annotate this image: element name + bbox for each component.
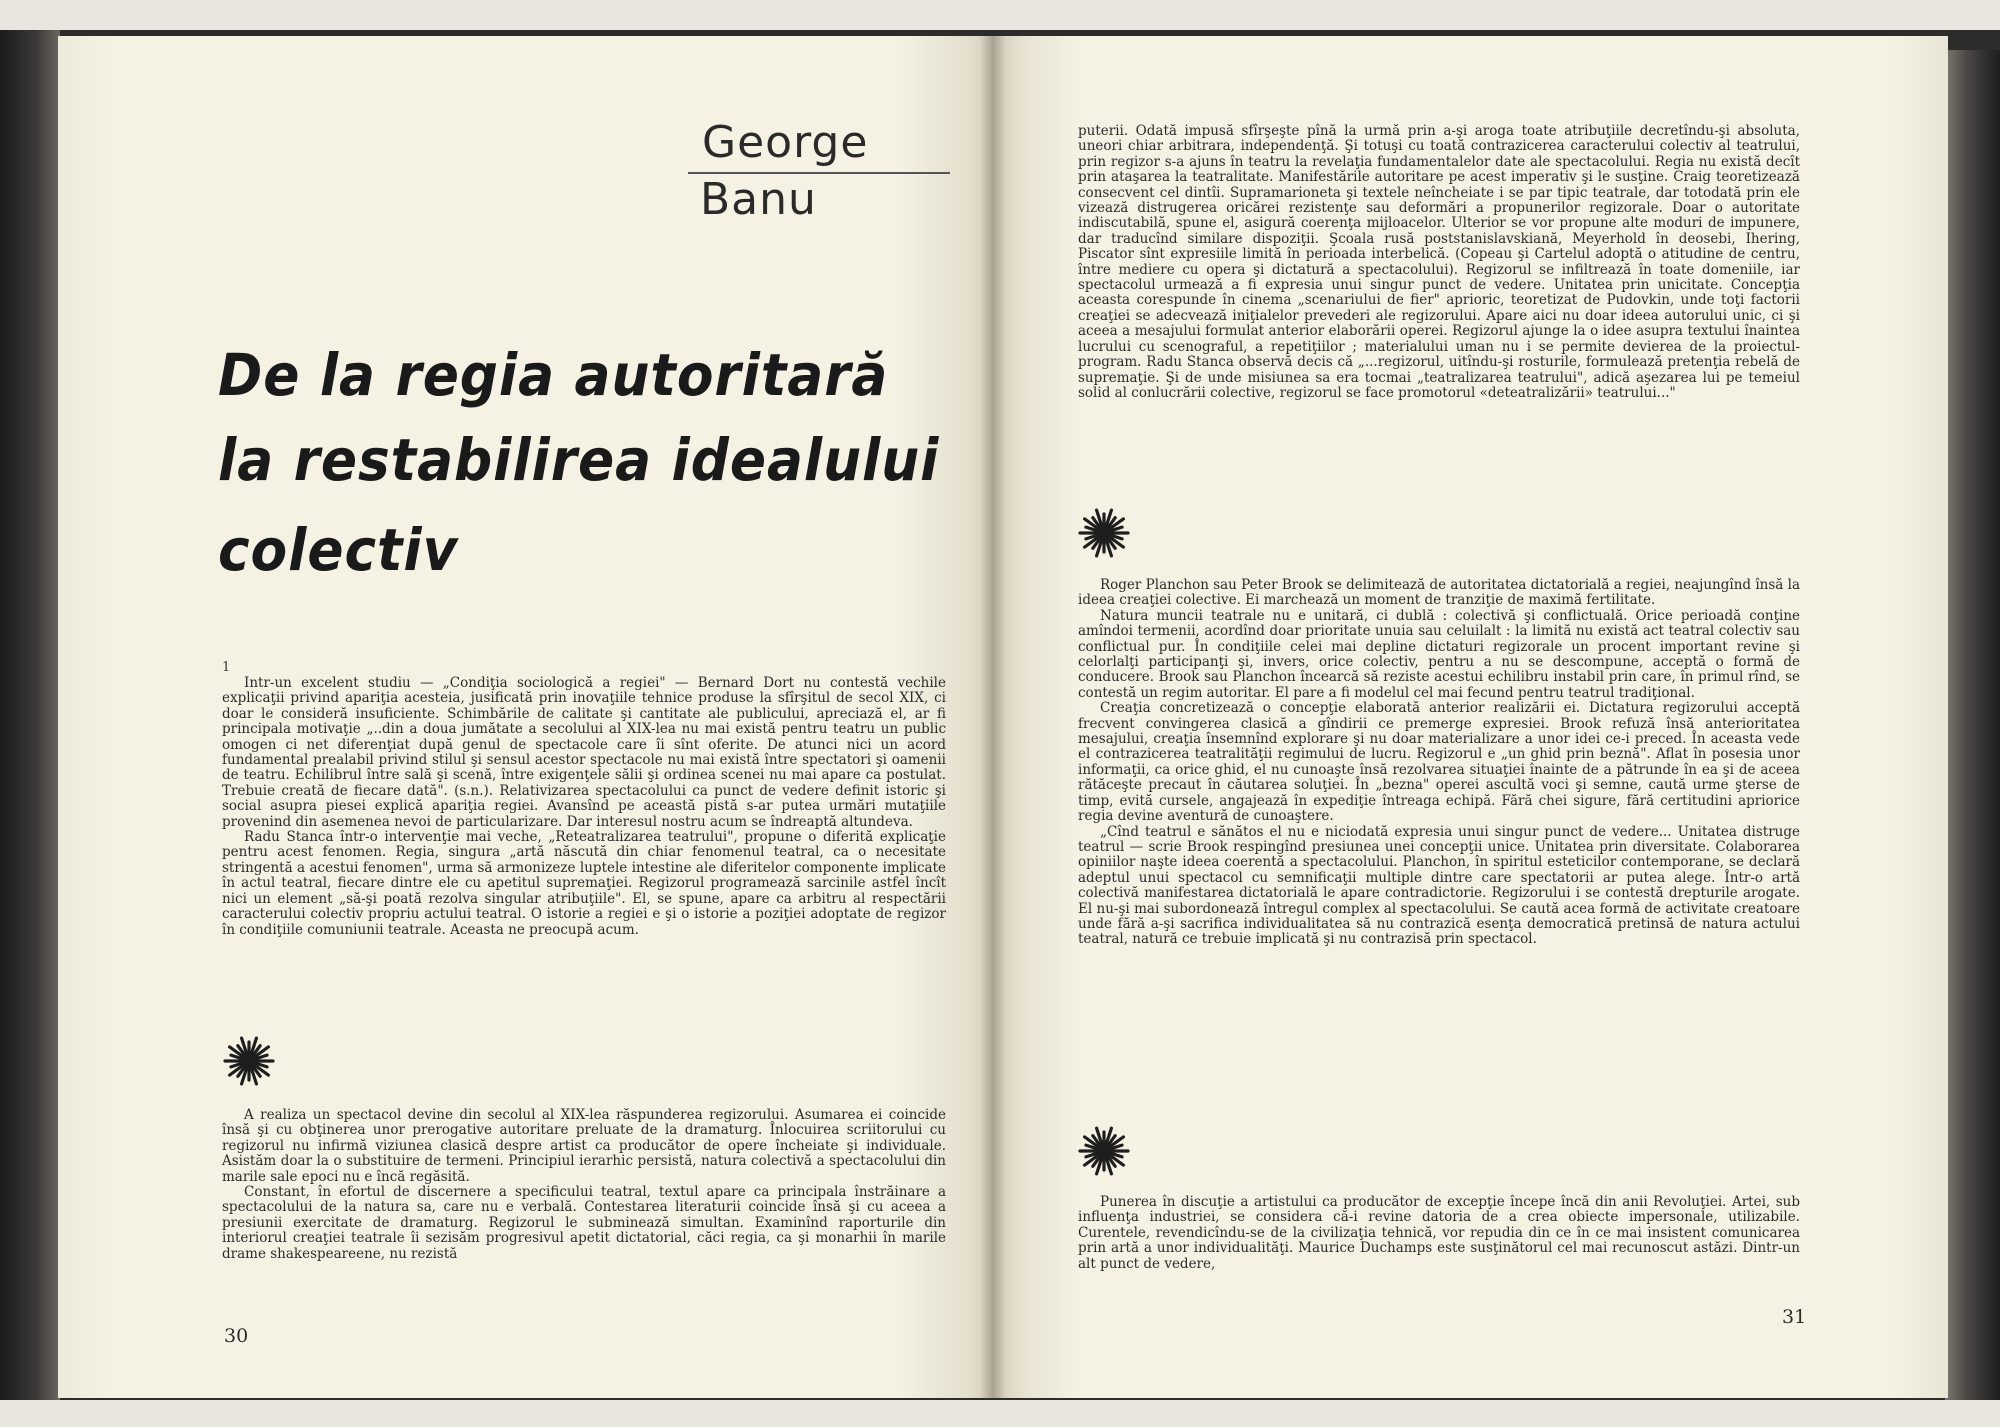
page-number-left: 30 — [224, 1325, 249, 1347]
book-gutter — [980, 36, 1006, 1398]
starburst-ornament-icon — [222, 1034, 276, 1088]
right-page-section-2 — [1078, 578, 1800, 948]
paragraph: Constant, în efortul de discernere a specificului teatral, textul apare ca principala înstrăinare a spectacolului de la natura sa, care nu e verbală. Contestarea literaturii coincide însă şi cu aceea a presiunii exercitate de dramaturg. Regizorul le subminează simultan. Examinînd raporturile din interiorul creaţiei teatrale îi sezisăm progresivul apetit dictatorial, căci regia, ca şi monarhii în marile drame shakespeareene, nu rezistă — [222, 1184, 946, 1262]
article-title-line-1: De la regia autoritară — [218, 341, 889, 409]
paragraph: Creaţia concretizează o concepţie elaborată anterior realizării ei. Dictatura regizorului acceptă frecvent convingerea clasică a gîndirii ce premerge expresiei. Brook refuză însă anterioritatea mesajului, creaţia însemnînd explorare şi nu doar materializare a unor idei ce-i preced. În aceasta vede el contrazicerea teatralităţii regimului de lucru. Regizorul e „un ghid prin beznă". Aflat în posesia unor informaţii, ca orice ghid, el nu cunoaşte însă rezolvarea situaţiei înainte de a pătrunde în ea şi de aceea rătăceşte precaut în căutarea soluţiei. În „bezna" operei ascultă voci şi semne, caută urme şterse de timp, evită cursele, angajează în expediţie întreaga echipă. Fără chei sigure, fără certitudini apriorice regia devine aventură de cunoaştere. — [1078, 700, 1800, 825]
page-number-right: 31 — [1782, 1306, 1807, 1328]
paragraph: Punerea în discuţie a artistului ca producător de excepţie începe încă din anii Revoluţiei. Artei, sub influenţa industriei, se considera că-i revine datoria de a crea obiecte impersonale, utilizabile. Curentele, revendicîndu-se de la civilizaţia tehnică, vor repudia din ce în ce mai insistent comunicarea prin artă a unor individualităţi. Maurice Duchamps este susţinătorul cel mai recunoscut astăzi. Dintr-un alt punct de vedere, — [1078, 1194, 1800, 1272]
paragraph: „Cînd teatrul e sănătos el nu e niciodată expresia unui singur punct de vedere... Unitatea distruge teatrul — scrie Brook respingînd presiunea unei concepţii unice. Unitatea prin diversitate. Colaborarea opiniilor naşte ideea coerentă a spectacolului. Planchon, în spiritul esteticilor contemporane, se declară adeptul unui spectacol cu semnificaţii multiple dintre care spectatorii ar putea alege. Într-o artă colectivă manifestarea dictatorială le apare contradictorie. Regizorului i se contestă drepturile arogate. El nu-şi mai subordonează întregul complex al spectacolului. Se caută acea formă de activitate creatoare unde fără a-şi sacrifica individualitatea să nu contrazică esenţa democratică pretinsă de natura actului teatral, natură ce trebuie implicată şi nu contrazisă prin spectacol. — [1078, 823, 1800, 948]
left-page-section-2 — [222, 1108, 946, 1262]
author-first-name: George — [702, 117, 869, 168]
article-title-line-3: colectiv — [218, 516, 459, 584]
footnote-marker: 1 — [222, 660, 231, 675]
author-last-name: Banu — [700, 174, 817, 225]
scan-top-margin — [0, 0, 2000, 30]
paragraph: puterii. Odată impusă sfîrşeşte pînă la urmă prin a-şi aroga toate atribuţiile decretîndu-şi absoluta, uneori chiar arbitrara, independenţă. Şi totuşi cu toată contrazicerea caracterului colectiv al teatrului, prin regizor s-a ajuns în teatru la revelaţia fundamentalelor date ale spectacolului. Regia nu există decît prin ataşarea la teatralitate. Manifestările autoritare pe acest imperativ şi le susţine. Craig teoretizează consecvent cel dintîi. Supramarioneta şi textele neîncheiate i se par tipic teatrale, dar totodată prin ele vizează distrugerea oricărei rezistenţe sau deformări a propunerilor regizorale. Doar o autoritate indiscutabilă, spune el, asigură coerenţa mijloacelor. Ulterior se vor propune alte moduri de impunere, dar traducînd similare dispoziţii. Şcoala rusă poststanislavskiană, Meyerhold în deosebi, Ihering, Piscator sînt expresiile limită în perioada interbelică. (Copeau şi Cartelul adoptă o atitudine de centru, între mediere cu opera şi dictatură a spectacolului). Regizorul se infiltrează în toate domeniile, iar spectacolul urmează a fi expresia unui singur punct de vedere. Unitatea prin unicitate. Concepţia aceasta corespunde în cinema „scenariului de fier" aprioric, teoretizat de Pudovkin, unde toţi factorii creaţiei se adecvează iniţialelor prevederi ale regizorului. Apare aici nu doar ideea autorului unic, ci şi aceea a mesajului formulat anterior elaborării operei. Regizorul ajunge la o idee asupra textului înaintea lucrului cu scenograful, a repetiţiilor ; materialului uman nu i se permite devierea de la proiectul-program. Radu Stanca observă decis că „...regizorul, uitîndu-şi rosturile, formulează pretenţia rebelă de supremaţie. Şi de unde misiunea sa era tocmai „teatralizarea teatrului", adică aşezarea lui pe temeiul solid al conlucrării colective, regizorul se face promotorul «deteatralizării» teatrului..." — [1078, 123, 1800, 401]
starburst-ornament-icon — [1077, 1124, 1131, 1178]
article-title-line-2: la restabilirea idealului — [218, 426, 940, 494]
right-page-section-1 — [1078, 124, 1800, 401]
scan-bottom-margin — [0, 1400, 2000, 1427]
paragraph: Natura muncii teatrale nu e unitară, ci dublă : colectivă şi conflictuală. Orice perioadă conţine amîndoi termenii, acordînd doar prioritate unuia sau celuilalt : la limită nu există act teatral colectiv sau conflictual pur. În condiţiile celei mai depline dictaturi regizorale un procent important revine şi celorlalţi participanţi şi, invers, orice colectiv, pentru a nu se descompune, acceptă o formă de conducere. Brook sau Planchon încearcă să reziste acestui echilibru instabil prin care, în primul rînd, se contestă un regim autoritar. El pare a fi modelul cel mai fecund pentru teatrul tradiţional. — [1078, 607, 1800, 701]
paragraph: Roger Planchon sau Peter Brook se delimitează de autoritatea dictatorială a regiei, neajungînd însă la ideea creaţiei colective. Ei marchează un moment de tranziţie de maximă fertilitate. — [1078, 577, 1800, 609]
paragraph: Radu Stanca într-o intervenţie mai veche, „Reteatralizarea teatrului", propune o diferită explicaţie pentru acest fenomen. Regia, singura „artă născută din chiar fenomenul teatral, ca o necesitate stringentă a acestui fenomen", urma să armonizeze luptele intestine ale diferitelor componente implicate în actul teatral, fiecare dintre ele cu apetitul supremaţiei. Regizorul programează sarcinile astfel încît nici un element „să-şi poată rezolva singular atribuţiile". El, se spune, apare ca arbitru al respectării caracterului colectiv propriu actului teatral. O istorie a regiei e şi o istorie a poziţiei adoptate de regizor în condiţiile comuniunii teatrale. Aceasta ne preocupă acum. — [222, 829, 946, 938]
book-cover-left-edge — [0, 30, 60, 1400]
starburst-ornament-icon — [1077, 506, 1131, 560]
right-page-section-3 — [1078, 1195, 1800, 1272]
book-cover-right-edge — [1945, 50, 2000, 1400]
paragraph: A realiza un spectacol devine din secolul al XIX-lea răspunderea regizorului. Asumarea ei coincide însă şi cu obţinerea unor prerogative autoritare preluate de la dramaturg. Înlocuirea scriitorului cu regizorul nu infirmă viziunea clasică despre artist ca producător de opere încheiate şi individuale. Asistăm doar la o substituire de termeni. Principiul ierarhic persistă, natura colectivă a spectacolului din marile sale epoci nu e încă regăsită. — [222, 1107, 946, 1185]
paragraph: Intr-un excelent studiu — „Condiţia sociologică a regiei" — Bernard Dort nu contestă vechile explicaţii privind apariţia acesteia, jusificată prin inovaţiile tehnice produse la sfîrşitul de secol XIX, ci doar le consideră insuficiente. Schimbările de calitate şi cantitate ale publicului, apreciază el, ar fi principala motivaţie „..din a doua jumătate a secolului al XIX-lea nu mai există pentru teatru un public omogen ci net diferenţiat după genul de spectacole care îi sînt oferite. De atunci nici un acord fundamental prealabil privind stilul şi sensul acestor spectacole nu mai există între spectatori şi oamenii de teatru. Echilibrul între sală şi scenă, între exigenţele sălii şi ordinea scenei nu mai apare ca postulat. Trebuie creată de fiecare dată". (s.n.). Relativizarea spectacolului ca punct de vedere definit istoric şi social asupra piesei explică apariţia regiei. Avansînd pe această pistă s-ar putea urmări mutaţiile provenind din asemenea nevoi de particularizare. Dar interesul nostru acum se îndreaptă altundeva. — [222, 675, 946, 830]
left-page-section-1 — [222, 676, 946, 938]
